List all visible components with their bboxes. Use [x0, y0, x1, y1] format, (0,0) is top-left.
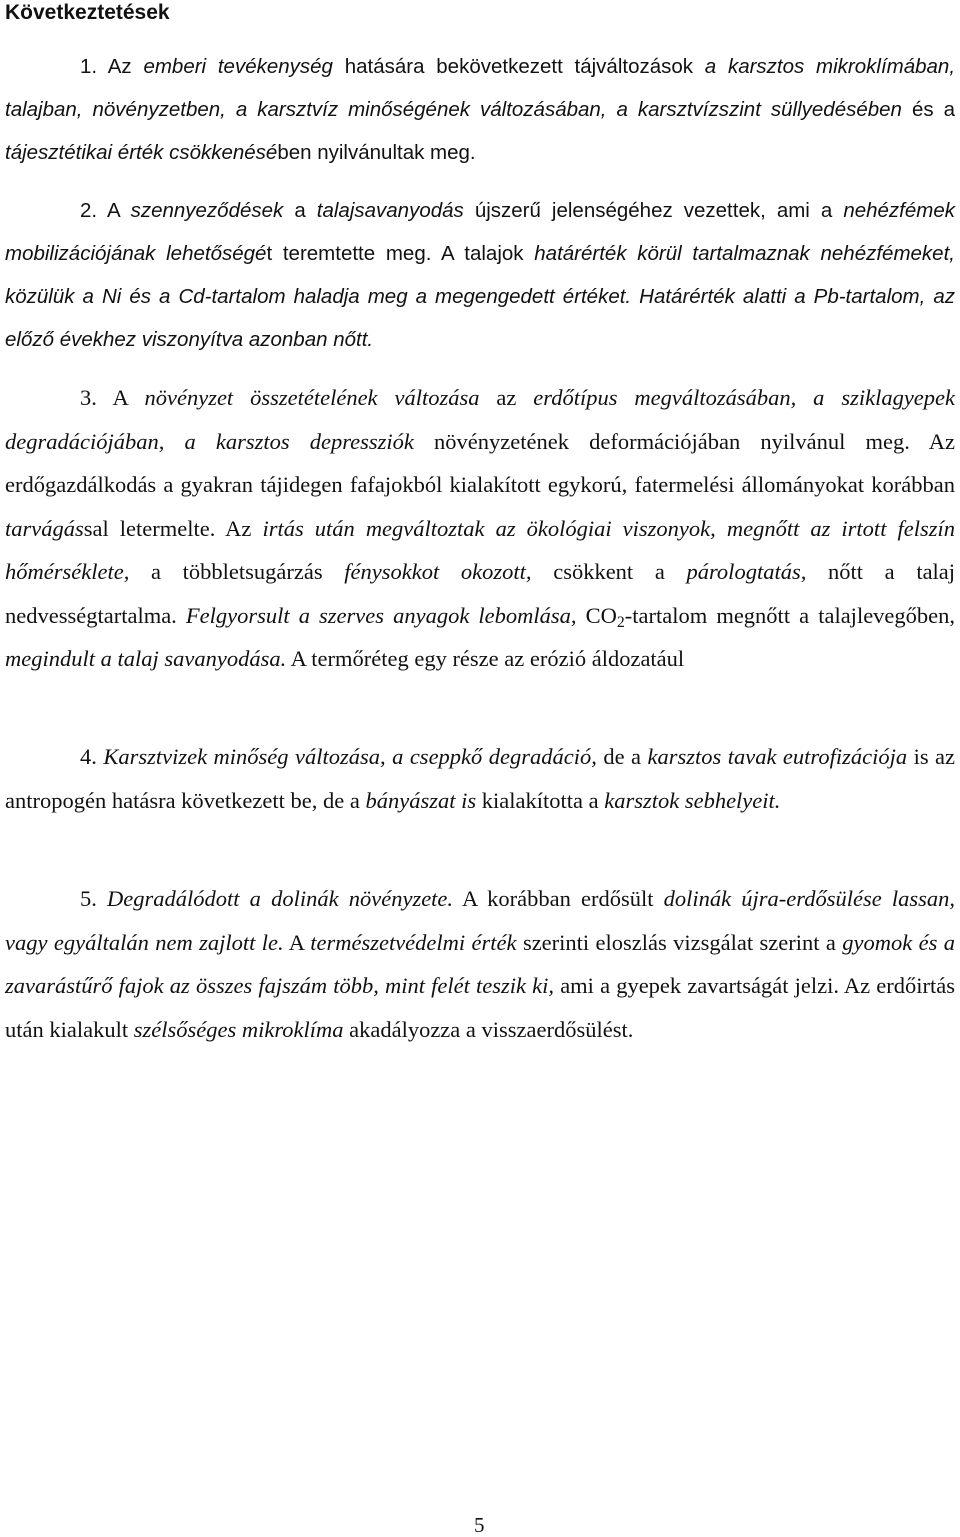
section-heading: Következtetések — [5, 1, 170, 24]
paragraph-number: 2. — [80, 199, 98, 222]
conclusion-paragraph-2: 2. A szennyeződések a talajsavanyodás újszerű jelenségéhez vezettek, ami a nehézfémek mobilizációjának lehetőségét teremtette meg. A talajok határérték körül tartalmaznak nehézfémeket, közülük a Ni és a Cd-tartalom haladja meg a megengedett értéket. Határérték alatti a Pb-tartalom, az előző évekhez viszonyítva azonban nőtt. — [5, 199, 955, 351]
page-number: 5 — [474, 1513, 485, 1537]
conclusion-paragraph-1: 1. Az emberi tevékenység hatására bekövetkezett tájváltozások a karsztos mikroklímában, talajban, növényzetben, a karsztvíz minőségének változásában, a karsztvízszint süllyedésében és a tájesztétikai érték csökkenésében nyilvánultak meg. — [5, 55, 956, 164]
paragraph-number: 1. — [80, 55, 98, 78]
conclusion-paragraph-3: 3. A növényzet összetételének változása az erdőtípus megváltozásában, a sziklagyepek degradációjában, a karsztos depressziók növényzetének deformációjában nyilvánul meg. Az erdőgazdálkodás a gyakran tájidegen fafajokból kialakított egykorú, fatermelési állományokat korábban tarvágással letermelte. Az irtás után megváltoztak az ökológiai viszonyok, megnőtt az irtott felszín hőmérséklete, a többletsugárzás fénysokkot okozott, csökkent a párologtatás, nőtt a talaj nedvességtartalma. Felgyorsult a szerves anyagok lebomlása, $CO_2$-tartalom megnőtt a talajlevegőben, megindult a talaj savanyodása. A termőréteg egy része az erózió áldozatául — [5, 385, 956, 671]
conclusion-paragraph-4: 4. Karsztvizek minőség változása, a cseppkő degradáció, de a karsztos tavak eutrofizációja is az antropogén hatásra következett be, de a bányászat is kialakította a karsztok sebhelyeit. — [5, 744, 956, 813]
paragraph-number: 4. — [80, 744, 97, 769]
conclusion-paragraph-5: 5. Degradálódott a dolinák növényzete. A korábban erdősült dolinák újra-erdősülése lassan, vagy egyáltalán nem zajlott le. A természetvédelmi érték szerinti eloszlás vizsgálat szerint a gyomok és a zavarástűrő fajok az összes fajszám több, mint felét teszik ki, ami a gyepek zavartságát jelzi. Az erdőirtás után kialakult szélsőséges mikroklíma akadályozza a visszaerdősülést. — [5, 886, 956, 1042]
paragraph-number: 5. — [80, 886, 97, 911]
paragraph-number: 3. — [80, 385, 97, 410]
